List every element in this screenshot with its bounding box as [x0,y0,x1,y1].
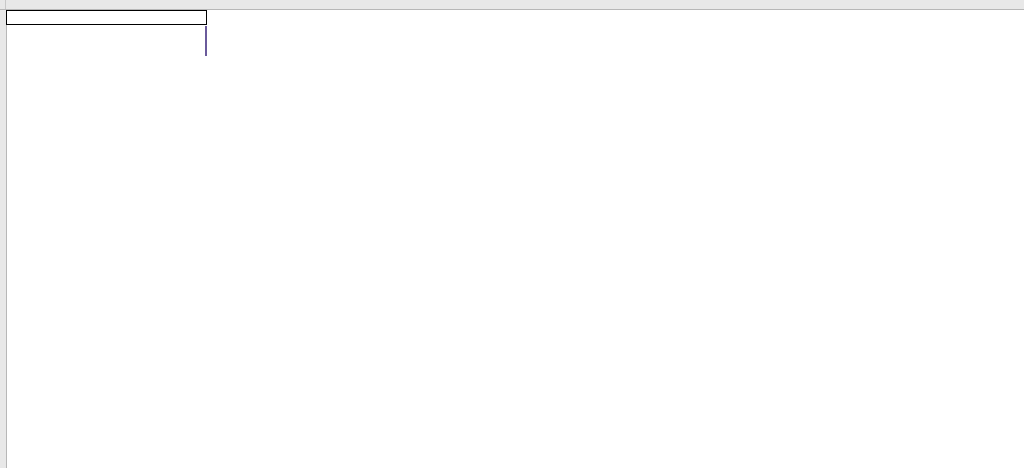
subtitle-cell[interactable] [6,26,207,36]
date-cell[interactable] [6,46,207,56]
subtitle-row [6,26,1024,36]
row-corner[interactable] [0,0,6,9]
date-row [6,46,1024,56]
column-header-bar [0,0,1024,10]
header-year-cell[interactable] [207,26,275,36]
spreadsheet-grid[interactable] [6,10,1024,468]
table-title-cell[interactable] [6,10,207,25]
time-row [6,36,1024,46]
time-cell[interactable] [6,36,207,46]
